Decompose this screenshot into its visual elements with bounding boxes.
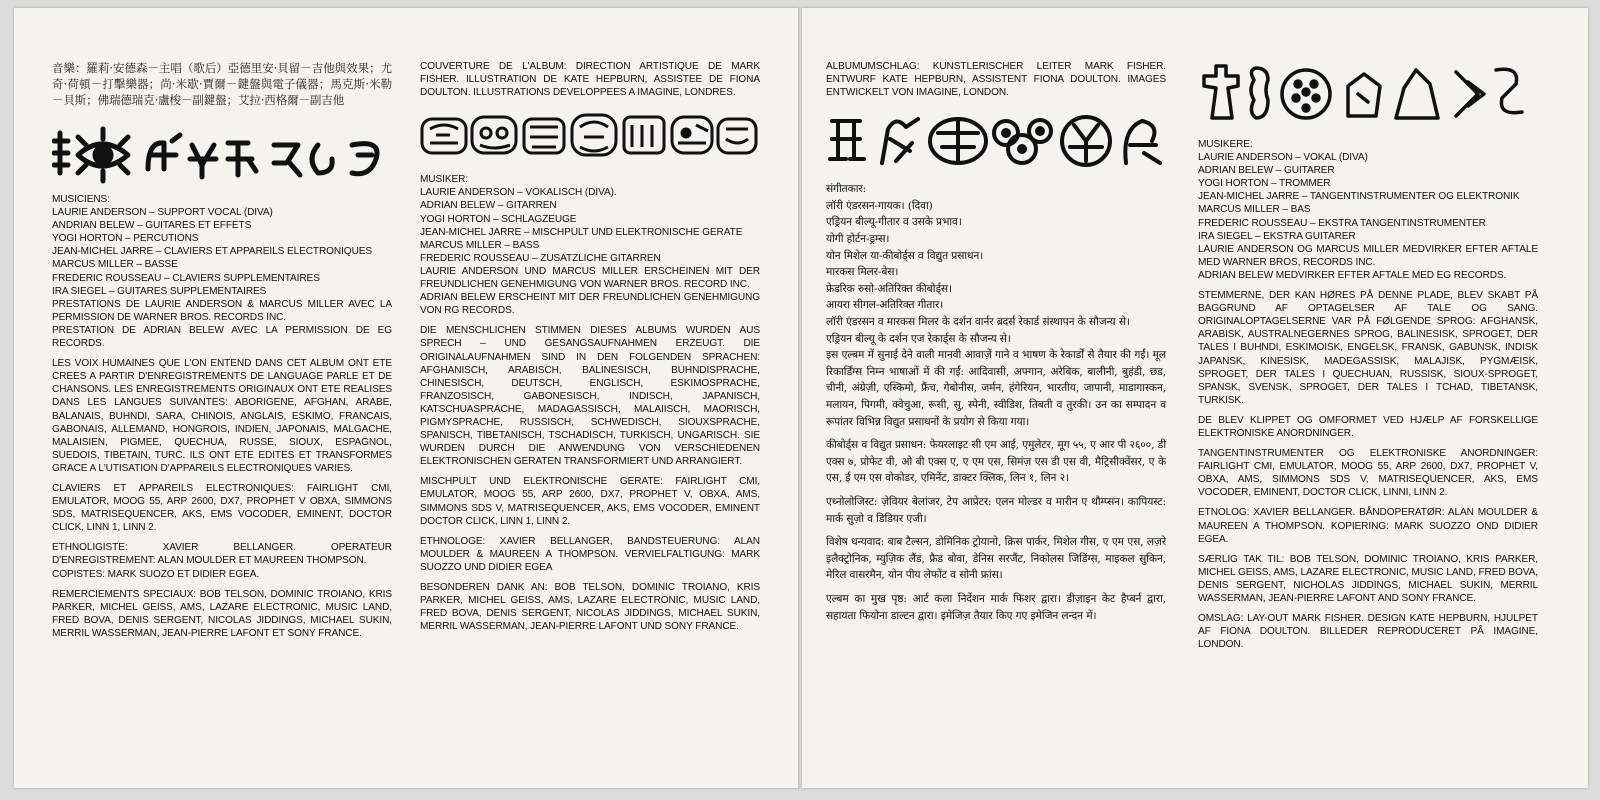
thanks-paragraph: विशेष धन्यवाद: बाब टैल्सन, डोमिनिक ट्रोयानो, क्रिस पार्कर, मिशेल गीस, ए एम एस, लज़रे इलैक्ट्रोनिक, म्युज़िक लैंड, फ्रैड बोवा, डेनिस सरजैंट, निकोलस जिडिंग्स, माइकल सुकिन, मेरिल वासरमैन, योन पीय लेफोंट व सोनी फ्रांस। [826, 536, 1166, 582]
musician-line: लॉरी एंडरसन व मारकस मिलर के दर्शन वार्नर ब्रदर्स रेकार्ड संस्थापन के सौजन्य से। [826, 316, 1130, 329]
cover-paragraph: एल्बम का मुख पृष्ठ: आर्ट कला निर्देशन मार्क फिशर द्वारा। डीज़ाइन केट हैप्बर्न द्वारा, सहायता फियोना डाल्टन द्वारा। इमेजिज़ तैयार किए गए इमेजिन लन्दन में। [826, 592, 1166, 622]
musician-line: मारकस मिलर-बेस। [826, 266, 899, 279]
maya-glyphs-icon [420, 111, 760, 161]
musician-line: JEAN-MICHEL JARRE – TANGENTINSTRUMENTER OG ELEKTRONIK [1198, 191, 1520, 203]
ethnologist-paragraph: ETNOLOG: XAVIER BELLANGER. BÅNDOPERATØR: ALAN MOULDER & MAUREEN A THOMPSON. KOPIERING: MARK SUOZZO OND DIDIER EGEA. [1198, 507, 1538, 545]
hindi-credits [826, 181, 1166, 624]
keyboards-paragraph: CLAVIERS ET APPAREILS ELECTRONIQUES: FAIRLIGHT CMI, EMULATOR, MOOG 55, ARP 2600, DX7, PROPHET V OBXA, SIMMONS SDS, MATRISEQUENCER, AKS, EMS VOCODER, EMINENT, DOCTOR CLICK, LINN 1, LINN 2. [52, 482, 392, 534]
musician-line: MARCUS MILLER – BAS [1198, 204, 1311, 216]
musician-line: एड्रियन बील्यू के दर्शन एज रेकार्ड्स के सौजन्य से। [826, 332, 1011, 345]
musician-line: लॉरी एंडरसन-गायक। (दिवा) [826, 199, 933, 212]
cover-credits: ALBUMUMSCHLAG: KUNSTLERISCHER LEITER MARK FISHER. ENTWURF KATE HEPBURN, ASSISTENT FIONA DOULTON. IMAGES ENTWICKELT VON IMAGINE, LONDON. [826, 61, 1166, 99]
musician-line: एड्रियन बील्यू-गीतार व उसके प्रभाव। [826, 216, 962, 229]
musicians-header: MUSIKERE: [1198, 139, 1253, 150]
keyboards-paragraph: TANGENTINSTRUMENTER OG ELEKTRONISKE ANORDNINGER: FAIRLIGHT CMI, EMULATOR, MOOG 55, ARP 2600, DX7, PROPHET V, OBXA, AMS, SIMMONS SDS V, MATRISEQUENCER, AKS, EMS VOCODER, EMINENT, DOCTOR CLICK, LINNI, LINN 2. [1198, 448, 1538, 499]
musicians-header: MUSIKER: [420, 174, 468, 186]
musician-line: IRA SIEGEL – GUITARES SUPPLEMENTAIRES [52, 285, 267, 297]
left-page [14, 8, 800, 788]
musician-line: JEAN-MICHEL JARRE – CLAVIERS ET APPAREILS ELECTRONIQUES [52, 246, 373, 258]
thanks-paragraph: REMERCIEMENTS SPECIAUX: BOB TELSON, DOMINIC TROIANO, KRIS PARKER, MICHEL GEISS, AMS, LAZARE ELECTRONIC, MUSIC LAND, FRED BOVA, DENIS SERGENT, NICOLAS JIDDINGS, MICHAEL SUKIN, MERRIL WASSERMAN, JEAN-PIERRE LAFONT ET SONY FRANCE. [52, 588, 392, 639]
musician-line: ADRIAN BELEW MEDVIRKER EFTER AFTALE MED EG RECORDS. [1198, 269, 1507, 281]
mixer-paragraph: MISCHPULT UND ELEKTRONISCHE GERATE: FAIRLIGHT CMI, EMULATOR, MOOG 55, ARP 2600, DX7, PROPHET V, OBXA, AMS, SIMMONS SDS V, MATRISEQUENCER, AKS, EMS VOCODER, EMINENT DOCTOR CLICK, LINN 1, LINN 2. [420, 476, 760, 527]
musician-line: ADRIAN BELEW – GITARREN [420, 200, 557, 212]
musician-line: LAURIE ANDERSON OG MARCUS MILLER MEDVIRKER EFTER AFTALE MED WARNER BROS, RECORDS INC. [1198, 243, 1538, 268]
musician-line: MARCUS MILLER – BASS [420, 239, 540, 251]
musician-line: JEAN-MICHEL JARRE – MISCHPULT UND ELEKTRONISCHE GERATE [420, 226, 743, 238]
primitive-script-icon [52, 115, 392, 185]
musician-line: आयरा सीगल-अतिरिक्त गीतार। [826, 299, 944, 312]
thanks-paragraph: BESONDEREN DANK AN: BOB TELSON, DOMINIC TROIANO, KRIS PARKER, MICHEL GEISS, AMS, LAZARE ELECTRONIC, MUSIC LAND, FRED BOVA, DENIS SERGENT, NICOLAS JIDDINGS, MICHAEL SUKIN, MERRIL WASSERMAN, JEAN-PIERRE LAFONT UND SONY FRANCE. [420, 582, 760, 633]
symbol-glyphs-icon [1198, 60, 1528, 126]
musician-line: MARCUS MILLER – BASSE [52, 259, 178, 271]
musician-line: योन मिशेल या-कीबोर्ड्स व विद्युत प्रसाधन। [826, 249, 984, 262]
glyph-row-4 [1198, 60, 1538, 132]
cover-paragraph: OMSLAG: LAY-OUT MARK FISHER. DESIGN KATE HEPBURN, HJULPET AF FIONA DOULTON. BILLEDER REPRODUCERET PÅ IMAGINE, LONDON. [1198, 613, 1538, 651]
musician-line: LAURIE ANDERSON – VOKAL (DIVA) [1198, 152, 1368, 164]
voices-paragraph: LES VOIX HUMAINES QUE L'ON ENTEND DANS CET ALBUM ONT ETE CREES A PARTIR D'ENREGISTREMENTS DE LANGUAGE PARLE ET DE CHANSONS. LES ENREGISTREMENTS ORIGINAUX ONT ETE REALISES DANS LES LANGUES SUIVANTES: ABORIGENE, AFGHAN, ARABE, BALANAIS, BUHNDI, SARA, CHINOIS, ANGLAIS, ESKIMO, FRANCAIS, GABONAIS, ALLEMAND, HONGROIS, INDIEN, JAPONAIS, MALGACHE, MALAISIEN, PIGMEE, QUECHUA, RUSSE, SIOUX, ESPAGNOL, SUEDOIS, TIBETAIN, TURC. ILS ONT ETE EDITES ET TRANSFORMES GRACE A L'UTISATION D'APPAREILS ELECTRONIQUES VARIES. [52, 358, 392, 474]
musician-line: YOGI HORTON – PERCUTIONS [52, 233, 199, 245]
voices-paragraph: इस एल्बम में सुनाई देने वाली मानवी आवाज़ें गाने व भाषण के रेकार्डों से तैयार की गईं। मूल रिकार्डिंग्स निम्न भाषाओं में की गईं: आदिवासी, अफ्गान, अरेबिक, बालीनी, बुहंडी, छड, चीनी, अंग्रेज़ी, एस्किमो, फ्रैंच, गेबोनीस, जर्मन, हंगेरियन, भारतीय, जापानी, माडागास्कन, मलायन, पिगमी, क्वेचुआ, रूसी, सु, स्पेनी, स्वीडिश, तिबती व तुरकी। उन का सम्पादन व रूपांतर विभिन्न विद्युत प्रसाधनों के प्रयोग से किया गया। [826, 349, 1166, 428]
musician-line: योगी होर्टन-ड्रम्स। [826, 233, 890, 246]
musician-line: LAURIE ANDERSON UND MARCUS MILLER ERSCHEINEN MIT DER FREUNDLICHEN GENEHMIGUNG VON WARNER BROS. RECORD INC. [420, 265, 760, 291]
edit-paragraph: DE BLEV KLIPPET OG OMFORMET VED HJÆLP AF FORSKELLIGE ELEKTRONISKE ANORDNINGER. [1198, 414, 1538, 439]
musicians-header: MUSICIENS: [52, 194, 110, 205]
ethnologist-paragraph: एथ्नोलोजिस्ट: ज़ेवियर बेलांजर, टेप आप्रेटर: एलन मोल्डर व मारीन ए थौम्प्सन। कापियस्ट: मार्क सुज़ो व डिडियर एजी। [826, 495, 1166, 525]
musician-line: PRESTATIONS DE LAURIE ANDERSON & MARCUS MILLER AVEC LA PERMISSION DE WARNER BROS. RECORDS INC. [52, 298, 392, 323]
chinese-credits: 音樂：羅莉·安德森－主唱（歌后）亞德里安·貝留－吉他與效果；尤奇·荷頓－打擊樂器；尚·米歇·賈爾－鍵盤與電子儀器；馬克斯·米勒－貝斯；佛瑞德瑞克·盧梭－副鍵盤；艾拉·西格爾－副吉他 [52, 61, 392, 107]
musician-line: FREDERIC ROUSSEAU – ZUSATZLICHE GITARREN [420, 252, 661, 264]
hindi-column [826, 60, 1166, 631]
glyph-row-1 [52, 115, 392, 187]
musician-line: LAURIE ANDERSON – SUPPORT VOCAL (DIVA) [52, 207, 273, 219]
musician-line: LAURIE ANDERSON – VOKALISCH (DIVA). [420, 187, 617, 199]
musician-line: ANDRIAN BELEW – GUITARES ET EFFETS [52, 220, 252, 232]
glyph-row-3 [826, 109, 1166, 175]
voices-paragraph: DIE MENSCHLICHEN STIMMEN DIESES ALBUMS WURDEN AUS SPRECH – UND GESANGSAUFNAHMEN ERZEUGT. DIE ORIGINALAUFNAHMEN SIND IN DEN FOLGENDEN SPRACHEN: AFGHANISCH, ARABISCH, BALINESISCH, BUHNDISPRACHE, CHINESISCH, DEUTSCH, ENGLISCH, ESKIMOSPRACHE, FRANZOSISCH, GABONESISCH, INDISCH, JAPANISCH, KATSCHUASPRACHE, MADAGASSISCH, MALAIISCH, MAORISCH, PIGMYSPRACHE, RUSSISCH, SCHWEDISCH, SIOUXSPRACHE, SPANISCH, TIBETANISCH, TSCHADISCH, TURKISCH, UNGARISCH. SIE WURDEN DURCH DIE ANWENDUNG VON VERSCHIEDENEN ELEKTRONISCHEN GERATEN TRANSFORMIERT UND ARRANGIERT. [420, 325, 760, 468]
german-column [420, 60, 760, 640]
danish-column [1198, 60, 1538, 658]
thanks-paragraph: SÆRLIG TAK TIL: BOB TELSON, DOMINIC TROIANO, KRIS PARKER, MICHEL GEISS, AMS, LAZARE ELECTRONIC, MUSIC LAND, FRED BOVA, DENIS SERGENT, NICHOLAS JIDDINGS, MICHAEL SUKIN, MERRIL WASSERMAN, JEAN-PIERRE LAFONT AND SONY FRANCE. [1198, 553, 1538, 604]
musician-line: PRESTATION DE ADRIAN BELEW AVEC LA PERMISSION DE EG RECORDS. [52, 324, 392, 350]
musicians-header: संगीतकार: [826, 183, 867, 196]
musician-line: फ्रेडरिक रुसो-अतिरिक्त कीबोर्ड्स। [826, 282, 952, 295]
musician-line: ADRIAN BELEW ERSCHEINT MIT DER FREUNDLICHEN GENEHMIGUNG VON RG RECORDS. [420, 292, 760, 317]
glyph-row-2 [420, 111, 760, 167]
keyboards-paragraph: कीबोर्ड्स व विद्युत प्रसाधन: फेयरलाइट सी एम आई, एमुलेटर, मूग ५५, ए आर पी २६००, डी एक्स ७, प्रोफेट वी, ओ बी एक्स ए, ए एम एस, सिमंज़ एस डी एस वी, मैट्रिसीक्वेंसर, ए के एस, ई एम एस वोकोडर, एमिनेंट, डाक्टर क्लिक, लिन १, लिन २। [826, 439, 1166, 485]
ethnologist-line: ETHNOLIGISTE: XAVIER BELLANGER. OPERATEUR D'ENREGISTREMENT: ALAN MOULDER ET MAUREEN THOMPSON. [52, 542, 392, 567]
cover-credits: COUVERTURE DE L'ALBUM: DIRECTION ARTISTIQUE DE MARK FISHER. ILLUSTRATION DE KATE HEPBURN, ASSISTEE DE FIONA DOULTON. ILLUSTRATIONS DEVELOPPEES A IMAGINE, LONDRES. [420, 61, 760, 99]
musician-line: YOGI HORTON – TROMMER [1198, 178, 1331, 190]
french-column [52, 60, 392, 647]
musician-line: IRA SIEGEL – EKSTRA GUITARER [1198, 230, 1356, 242]
musician-line: ADRIAN BELEW – GUITARER [1198, 165, 1335, 177]
rock-art-icon [826, 109, 1166, 171]
ethnologist-paragraph: ETHNOLOGE: XAVIER BELLANGER, BANDSTEUERUNG: ALAN MOULDER & MAUREEN A THOMPSON. VERVIELFALTIGUNG: MARK SUOZZO UND DIDIER EGEA [420, 535, 760, 573]
voices-paragraph: STEMMERNE, DER KAN HØRES PÅ DENNE PLADE, BLEV SKABT PÅ BAGGRUND AF OPTAGELSER AF TALE OG SANG. ORIGINALOPTAGELSERNE VAR PÅ FØLGENDE SPROG: AFGHANSK, ARABISK, AUSTRALNEGERNES SPROG, BALINESISK, SPROGET, DER TALES I BUHNDI, ESKIMOISK, ENGELSK, FRANSK, GABUNSK, INDISK JAPANSK, KINESISK, MADEGASSISK, MALAJISK, PYGMÆISK, SPROGET, DER TALES I QUECHUAN, RUSSISK, SIOUX-SPROGET, SPANSK, SVENSK, SPROGET, DER TALES I TCHAD, TIBETANSK, TURKISK. [1198, 290, 1538, 406]
musician-line: YOGI HORTON – SCHLAGZEUGE [420, 213, 577, 225]
musician-line: FREDERIC ROUSSEAU – EKSTRA TANGENTINSTRUMENTER [1198, 217, 1486, 229]
right-page [802, 8, 1588, 788]
musician-line: FREDERIC ROUSSEAU – CLAVIERS SUPPLEMENTAIRES [52, 272, 320, 284]
copyists-line: COPISTES: MARK SUOZO ET DIDIER EGEA. [52, 568, 260, 580]
